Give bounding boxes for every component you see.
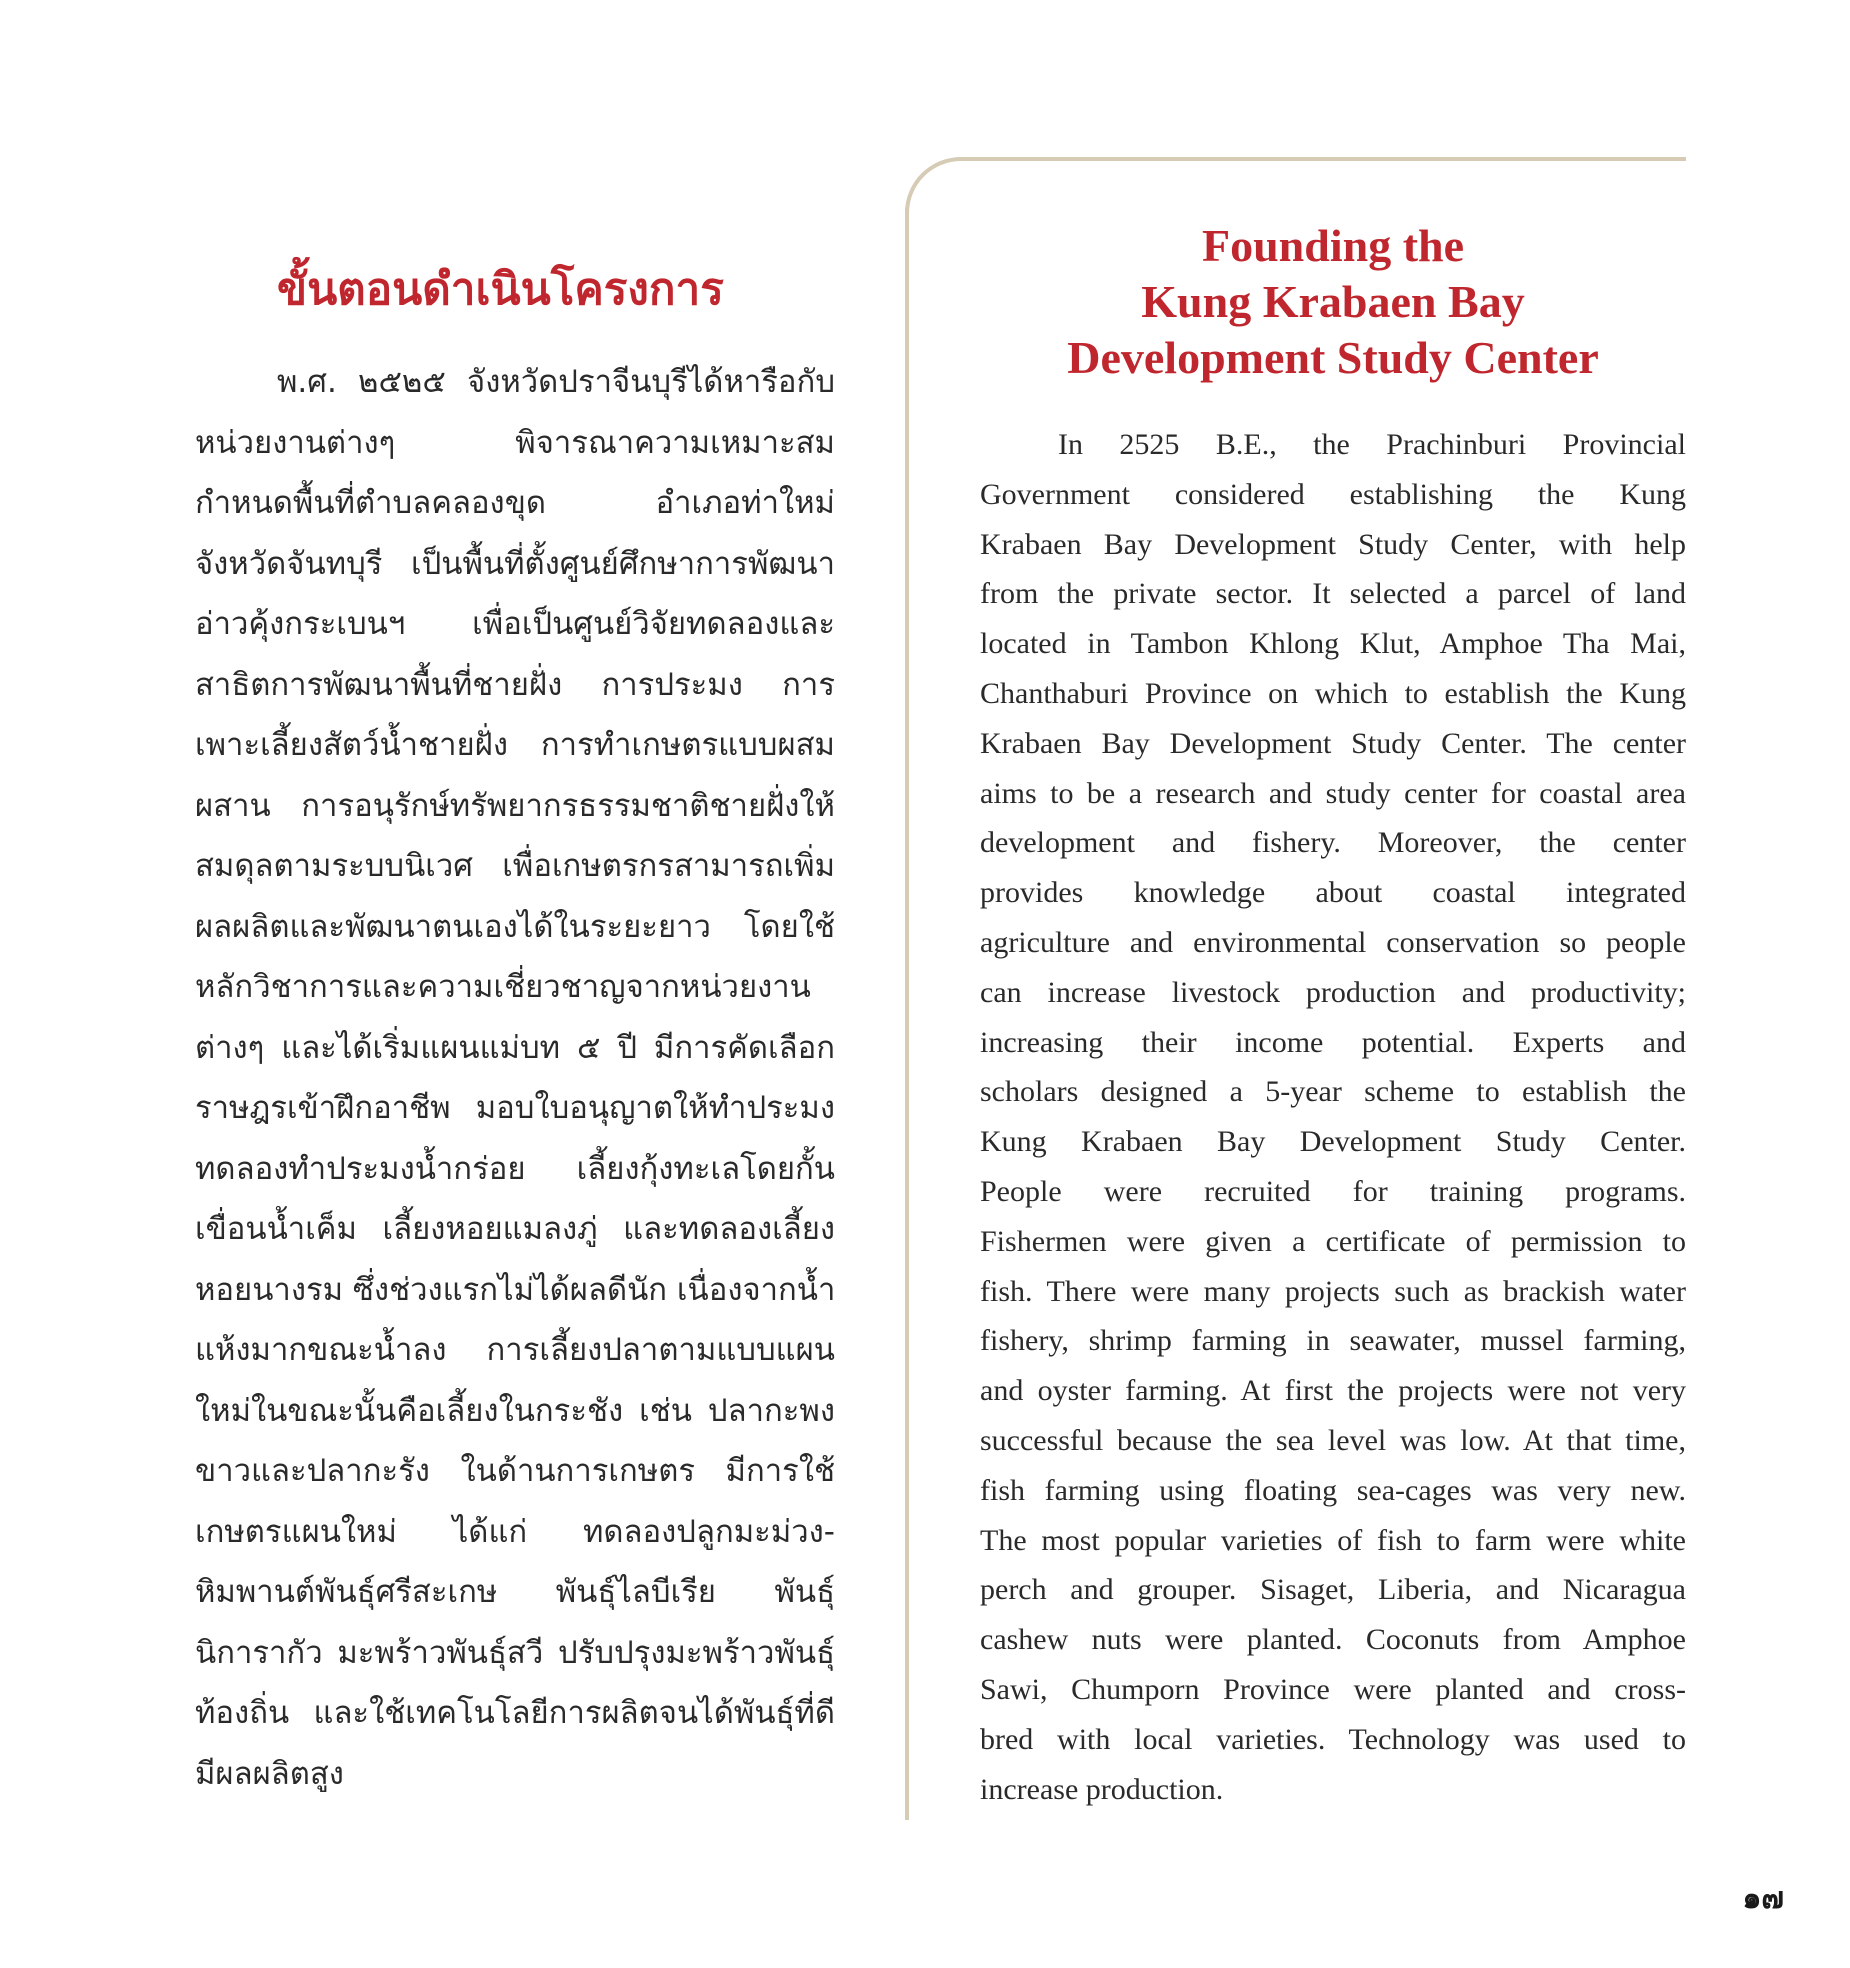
thai-line: เพาะเลี้ยงสัตว์น้ำชายฝั่ง การทำเกษตรแบบผสม <box>195 727 835 763</box>
thai-line: ใหม่ในขณะนั้นคือเลี้ยงในกระชัง เช่น ปลากะพง <box>195 1392 835 1429</box>
thai-line: สาธิตการพัฒนาพื้นที่ชายฝั่ง การประมง การ <box>195 666 835 703</box>
thai-line: ท้องถิ่น และใช้เทคโนโลยีการผลิตจนได้พันธุ์ที่ดี <box>195 1695 835 1731</box>
english-line: located in Tambon Khlong Klut, Amphoe Tha Mai, <box>980 627 1686 661</box>
english-title-line: Founding the <box>1201 220 1465 271</box>
frame-corner-divider <box>905 157 965 217</box>
english-line: bred with local varieties. Technology was used to <box>980 1722 1686 1756</box>
thai-section-title: ขั้นตอนดำเนินโครงการ <box>277 264 724 315</box>
english-line: cashew nuts were planted. Coconuts from Amphoe <box>980 1623 1686 1657</box>
thai-line: อ่าวคุ้งกระเบนฯ เพื่อเป็นศูนย์วิจัยทดลองและ <box>195 606 835 642</box>
english-line: can increase livestock production and productivity; <box>980 975 1686 1009</box>
english-line: development and fishery. Moreover, the center <box>980 826 1686 860</box>
english-line: provides knowledge about coastal integrated <box>980 876 1686 910</box>
english-line: fishery, shrimp farming in seawater, mussel farming, <box>980 1324 1686 1358</box>
english-column <box>980 218 1686 1814</box>
english-line: fish farming using floating sea-cages was very new. <box>980 1473 1686 1507</box>
column-divider <box>905 208 909 1820</box>
english-line: agriculture and environmental conservation so people <box>980 925 1686 959</box>
thai-paragraph <box>195 352 835 1804</box>
frame-top-rule <box>960 157 1686 161</box>
english-line: scholars designed a 5-year scheme to establish the <box>980 1075 1686 1109</box>
english-line: People were recruited for training programs. <box>980 1174 1686 1208</box>
thai-line: เกษตรแผนใหม่ ได้แก่ ทดลองปลูกมะม่วง- <box>195 1513 835 1550</box>
english-line: Krabaen Bay Development Study Center, with help <box>980 527 1686 561</box>
thai-line: ผสาน การอนุรักษ์ทรัพยากรธรรมชาติชายฝั่งให้ <box>195 787 835 824</box>
english-line: Fishermen were given a certificate of permission to <box>980 1224 1686 1258</box>
thai-line: หิมพานต์พันธุ์ศรีสะเกษ พันธุ์ไลบีเรีย พันธุ์ <box>195 1574 835 1610</box>
english-title-line: Kung Krabaen Bay <box>1141 276 1525 327</box>
english-line: The most popular varieties of fish to farm were white <box>980 1523 1686 1557</box>
english-line: Sawi, Chumporn Province were planted and cross- <box>980 1672 1686 1706</box>
thai-line: มีผลผลิตสูง <box>195 1755 344 1792</box>
thai-line: เขื่อนน้ำเค็ม เลี้ยงหอยแมลงภู่ และทดลองเลี้ยง <box>195 1211 835 1247</box>
thai-line: ทดลองทำประมงน้ำกร่อย เลี้ยงกุ้งทะเลโดยกั้น <box>195 1150 835 1187</box>
english-section-title <box>980 218 1686 386</box>
english-line: increasing their income potential. Experts and <box>980 1025 1686 1059</box>
page-number: ๑๗ <box>1742 1881 1784 1916</box>
english-paragraph <box>980 420 1686 1814</box>
thai-line: หลักวิชาการและความเชี่ยวชาญจากหน่วยงาน <box>195 969 811 1005</box>
thai-line: แห้งมากขณะน้ำลง การเลี้ยงปลาตามแบบแผน <box>195 1332 835 1368</box>
thai-line: กำหนดพื้นที่ตำบลคลองขุด อำเภอท่าใหม่ <box>195 485 835 521</box>
thai-line: จังหวัดจันทบุรี เป็นพื้นที่ตั้งศูนย์ศึกษาการพัฒนา <box>195 545 835 582</box>
english-line: fish. There were many projects such as brackish water <box>980 1274 1686 1308</box>
english-line: Chanthaburi Province on which to establish the Kung <box>980 676 1686 710</box>
english-line: successful because the sea level was low. At that time, <box>980 1423 1686 1457</box>
thai-line: ขาวและปลากะรัง ในด้านการเกษตร มีการใช้ <box>195 1453 835 1489</box>
english-line: perch and grouper. Sisaget, Liberia, and Nicaragua <box>980 1573 1686 1607</box>
english-line: In 2525 B.E., the Prachinburi Provincial <box>1058 428 1686 461</box>
english-line: from the private sector. It selected a parcel of land <box>980 577 1686 611</box>
thai-line: นิการากัว มะพร้าวพันธุ์สวี ปรับปรุงมะพร้าวพันธุ์ <box>195 1634 835 1671</box>
english-line: Kung Krabaen Bay Development Study Center. <box>980 1125 1686 1159</box>
english-line: Krabaen Bay Development Study Center. The center <box>980 726 1686 760</box>
thai-line: หอยนางรม ซึ่งช่วงแรกไม่ได้ผลดีนัก เนื่องจากน้ำ <box>195 1271 835 1308</box>
thai-line: ต่างๆ และได้เริ่มแผนแม่บท ๕ ปี มีการคัดเลือก <box>195 1029 835 1066</box>
english-line: increase production. <box>980 1772 1224 1806</box>
thai-line: ผลผลิตและพัฒนาตนเองได้ในระยะยาว โดยใช้ <box>195 908 835 945</box>
english-line: and oyster farming. At first the projects were not very <box>980 1374 1686 1408</box>
english-line: aims to be a research and study center for coastal area <box>980 776 1686 810</box>
thai-line: สมดุลตามระบบนิเวศ เพื่อเกษตรกรสามารถเพิ่ม <box>195 848 835 884</box>
thai-line: หน่วยงานต่างๆ พิจารณาความเหมาะสม <box>195 424 835 461</box>
thai-column <box>195 250 835 1804</box>
thai-line: ราษฎรเข้าฝึกอาชีพ มอบใบอนุญาตให้ทำประมง <box>195 1090 835 1126</box>
english-title-line: Development Study Center <box>1067 332 1599 383</box>
english-line: Government considered establishing the Kung <box>980 477 1686 511</box>
thai-line: พ.ศ. ๒๕๒๕ จังหวัดปราจีนบุรีได้หารือกับ <box>277 364 835 400</box>
